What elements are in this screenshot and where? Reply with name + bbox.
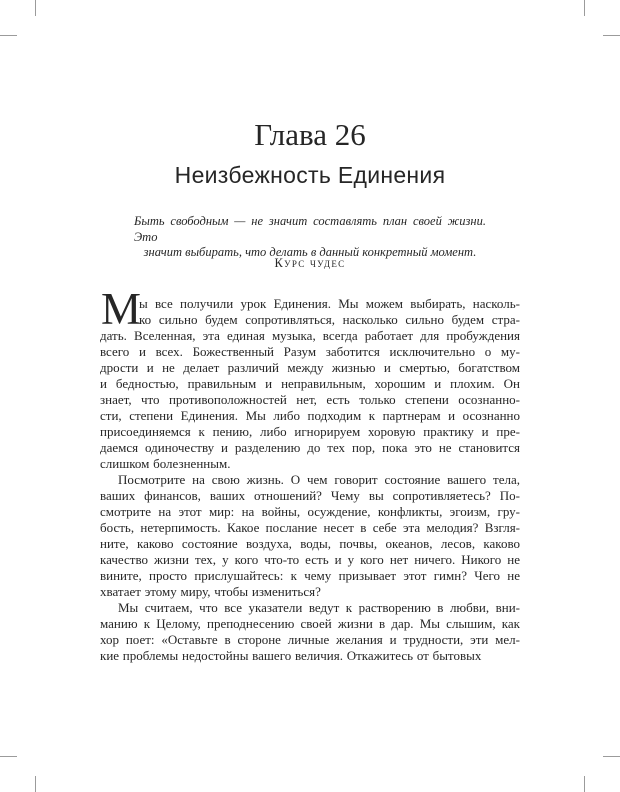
body-line: смотрите на этот мир: на войны, осуждение, конфликты, эгоизм, гру- xyxy=(100,504,520,519)
epigraph-line: Быть свободным — не значит составлять план своей жизни. Это xyxy=(134,214,486,244)
body-line: вините, просто прислушайтесь: к чему призывает этот гимн? Чего не xyxy=(100,568,520,583)
epigraph-attribution: Курс чудес xyxy=(274,256,346,270)
crop-mark-bottom-right-horizontal xyxy=(603,756,620,757)
crop-mark-top-left-horizontal xyxy=(0,35,17,36)
crop-mark-bottom-right-vertical xyxy=(584,776,585,792)
crop-mark-top-left-vertical xyxy=(35,0,36,16)
body-line: дать. Вселенная, эта единая музыка, всегда работает для пробуждения xyxy=(100,328,520,343)
body-line: бость, нетерпимость. Какое послание несет в себе эта мелодия? Взгля- xyxy=(100,520,520,535)
body-line: сти, степени Единения. Мы либо подходим к партнерам и осознанно xyxy=(100,408,520,423)
body-line: кие проблемы недостойны вашего величия. Откажитесь от бытовых xyxy=(100,648,482,663)
body-line: ните, каково состояние воздуха, воды, почвы, океанов, лесов, каково xyxy=(100,536,520,551)
body-line: дрости и не делает различий между жизнью и смертью, богатством xyxy=(100,360,520,375)
body-line: Посмотрите на свою жизнь. О чем говорит состояние вашего тела, xyxy=(118,472,520,487)
epigraph-line: значит выбирать, что делать в данный конкретный момент. xyxy=(143,245,477,259)
chapter-number: Глава 26 xyxy=(254,117,366,152)
body-line: слишком болезненным. xyxy=(100,456,231,471)
body-line: хор поет: «Оставьте в стороне личные желания и трудности, эти мел- xyxy=(100,632,520,647)
body-text xyxy=(100,284,520,664)
crop-mark-top-right-horizontal xyxy=(603,35,620,36)
body-line: манию к Целому, преподнесению своей жизни в дар. Мы слышим, как xyxy=(100,616,520,631)
body-line: хватает этому миру, чтобы измениться? xyxy=(100,584,321,599)
crop-mark-bottom-left-vertical xyxy=(35,776,36,792)
body-line: Мы считаем, что все указатели ведут к растворению в любви, вни- xyxy=(118,600,520,615)
body-line: и бедностью, правильным и неправильным, хорошим и плохим. Он xyxy=(100,376,520,391)
crop-mark-top-right-vertical xyxy=(584,0,585,16)
drop-cap: М xyxy=(101,284,142,334)
epigraph xyxy=(134,214,486,261)
body-line: ваших финансов, ваших отношений? Чему вы сопротивляетесь? По- xyxy=(100,488,520,503)
crop-mark-bottom-left-horizontal xyxy=(0,756,17,757)
body-line: качество жизни тех, у кого что-то есть и у кого нет ничего. Никого не xyxy=(100,552,520,567)
body-line: всего и всех. Божественный Разум заботится исключительно о му- xyxy=(100,344,520,359)
body-line: знает, что противоположностей нет, есть только степени осознанно- xyxy=(100,392,520,407)
body-line: даемся одиночеству и разделению до тех пор, пока это не становится xyxy=(100,440,520,455)
body-line: ко сильно будем сопротивляться, насколько сильно будем стра- xyxy=(139,312,520,327)
body-line: ы все получили урок Единения. Мы можем выбирать, насколь- xyxy=(139,296,520,311)
body-line: присоединяемся к пению, либо игнорируем хоровую практику и пре- xyxy=(100,424,520,439)
chapter-title: Неизбежность Единения xyxy=(174,162,446,188)
